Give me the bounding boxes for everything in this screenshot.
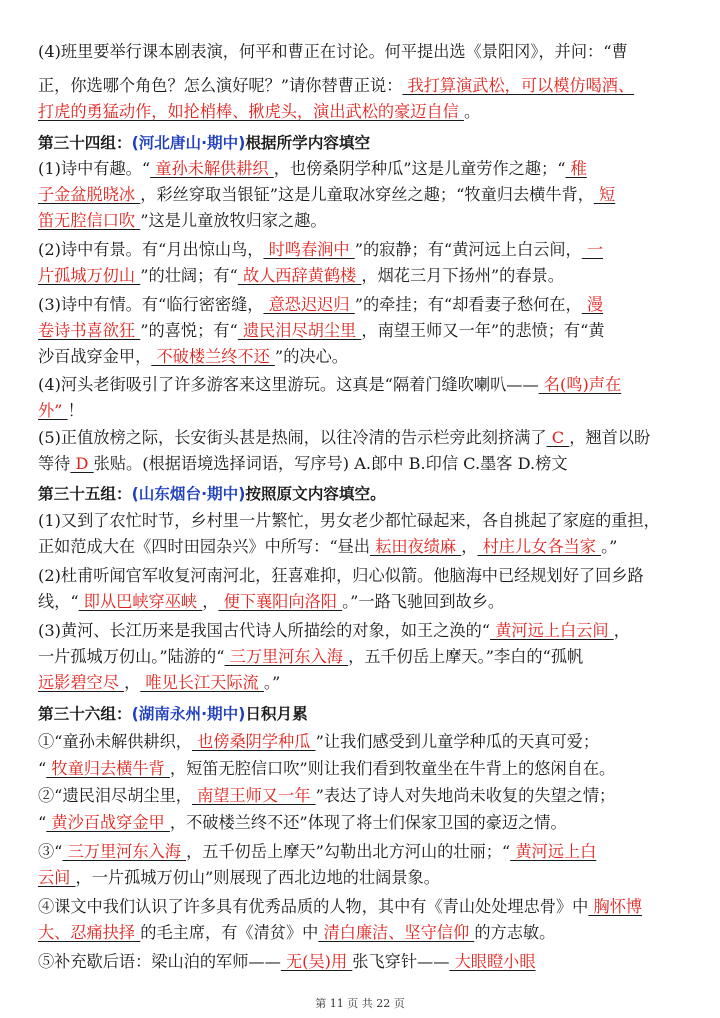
answer-blank: 大眼瞪小眼: [449, 952, 536, 971]
question-text: ”的决心。: [274, 347, 348, 366]
text-line: [38, 347, 688, 367]
text-line: [38, 868, 688, 888]
text-line: [38, 566, 688, 586]
question-text: (2)杜甫听闻官军收复河南河北，狂喜难抑，归心似箭。他脑海中已经规划好了回乡路: [38, 566, 644, 585]
question-text: 一片孤城万仞山。”陆游的“: [38, 647, 225, 666]
question-text: 按照原文内容填空。: [245, 485, 386, 503]
question-text: (3)黄河、长江历来是我国古代诗人所描绘的对象，如王之涣的“: [38, 621, 491, 640]
answer-blank: 时鸣春涧中: [263, 240, 355, 259]
question-text: ③“: [38, 842, 63, 861]
question-text: 。”一路飞驰回到故乡。: [342, 592, 505, 611]
question-text: 正如范成大在《四时田园杂兴》中所写：“昼出: [38, 537, 371, 556]
question-text: ，五千仞岳上摩天”勾勒出北方河山的壮丽；“: [186, 842, 511, 861]
section-heading: [38, 484, 688, 504]
answer-blank: 大、忍痛抉择: [38, 923, 141, 942]
answer-blank: 卷诗书喜欲狂: [38, 321, 141, 340]
question-text: 沙百战穿金甲，: [38, 347, 152, 366]
answer-blank: 童孙未解供耕织: [150, 159, 274, 178]
source-tag: (湖南永州·期中): [131, 705, 246, 723]
text-line: [38, 673, 688, 693]
question-text: ，南望王师又一年”的悲愤；有“黄: [361, 321, 605, 340]
answer-blank: 黄河远上白: [510, 842, 597, 861]
question-text: ，: [124, 673, 141, 692]
answer-blank: 短: [593, 185, 616, 204]
answer-blank: 意恐迟迟归: [263, 295, 355, 314]
question-text: ”的壮阔；有“: [140, 266, 238, 285]
text-line: [38, 42, 688, 62]
text-line: [38, 295, 688, 315]
text-line: [38, 211, 688, 231]
question-text: (3)诗中有情。有“临行密密缝，: [38, 295, 264, 314]
answer-blank: 牧童归去横牛背: [46, 759, 170, 778]
text-line: [38, 842, 688, 862]
text-line: [38, 621, 688, 641]
question-text: 线，“: [38, 592, 79, 611]
question-text: ，烟花三月下扬州”的春景。: [361, 266, 564, 285]
answer-blank: 遗民泪尽胡尘里: [237, 321, 362, 340]
question-text: 第三十六组：: [38, 705, 132, 723]
question-text: (5)正值放榜之际，长安街头甚是热闹，以往冷清的告示栏旁此刻挤满了: [38, 428, 547, 447]
answer-blank: 名(鸣)声在: [538, 375, 622, 394]
question-text: ②“遗民泪尽胡尘里，: [38, 786, 192, 805]
question-text: 根据所学内容填空: [245, 134, 371, 152]
question-text: ，翘首以盼: [569, 428, 651, 447]
text-line: [38, 897, 688, 917]
text-line: [38, 159, 688, 179]
question-text: ，不破楼兰终不还”体现了将士们保家卫国的豪迈之情。: [169, 813, 567, 832]
answer-blank: 子金盆脱晓冰: [38, 185, 141, 204]
text-line: [38, 813, 688, 833]
text-line: [38, 266, 688, 286]
text-line: [38, 647, 688, 667]
answer-blank: 胸怀博: [588, 897, 643, 916]
section-heading: [38, 704, 688, 724]
answer-blank: 即从巴峡穿巫峡: [78, 592, 203, 611]
text-line: [38, 537, 688, 557]
question-text: ④课文中我们认识了许多具有优秀品质的人物，其中有《青山处处埋忠骨》中: [38, 897, 589, 916]
question-text: ，也傍桑阴学种瓜”这是儿童劳作之趣；“: [273, 159, 566, 178]
question-text: 的毛主席，有《清贫》中: [140, 923, 319, 942]
question-text: 日积月累: [245, 705, 308, 723]
question-text: 的方志敏。: [474, 923, 556, 942]
question-text: ”这是儿童放牧归家之趣。: [140, 211, 327, 230]
question-text: “: [38, 759, 47, 778]
answer-blank: 三万里河东入海: [224, 647, 349, 666]
answer-blank: 南望王师又一年: [191, 786, 316, 805]
answer-blank: D: [70, 454, 94, 473]
text-line: [38, 454, 688, 474]
text-line: [38, 401, 688, 421]
question-text: 第三十五组：: [38, 485, 132, 503]
answer-blank: 也傍桑阴学种瓜: [191, 732, 316, 751]
answer-blank: 耘田夜绩麻: [370, 537, 462, 556]
source-tag: (河北唐山·期中): [131, 134, 246, 152]
question-text: ，一片孤城万仞山”则展现了西北边地的壮阔景象。: [75, 868, 440, 887]
question-text: ”表达了诗人对失地尚未收复的失望之情；: [315, 786, 616, 805]
question-text: ①“童孙未解供耕织，: [38, 732, 192, 751]
question-text: 。”: [601, 537, 618, 556]
question-text: 正，你选哪个角色？怎么演好呢？”请你替曹正说：: [38, 76, 403, 95]
question-text: 张贴。(根据语境选择词语，写序号) A.郎中 B.印信 C.墨客 D.榜文: [93, 454, 568, 473]
question-text: ”的牵挂；有“却看妻子愁何在，: [354, 295, 582, 314]
text-line: [38, 923, 688, 943]
answer-blank: 不破楼兰终不还: [151, 347, 275, 366]
answer-blank: 清白廉洁、坚守信仰: [318, 923, 475, 942]
answer-blank: 云间: [38, 868, 76, 887]
text-line: [38, 511, 688, 531]
text-line: [38, 240, 688, 260]
answer-blank: C: [546, 428, 570, 447]
answer-blank: 我打算演武松，可以模仿喝酒、: [402, 76, 635, 95]
answer-blank: 笛无腔信口吹: [38, 211, 141, 230]
source-tag: (山东烟台·期中): [131, 485, 246, 503]
section-heading: [38, 133, 688, 153]
text-line: [38, 185, 688, 205]
question-text: ，彩丝穿取当银钲”这是儿童取冰穿丝之趣；“牧童归去横牛背，: [140, 185, 594, 204]
question-text: (4)班里要举行课本剧表演，何平和曹正在讨论。何平提出选《景阳冈》，并问：“曹: [38, 42, 628, 61]
text-line: [38, 759, 688, 779]
answer-blank: 外”: [38, 401, 68, 420]
question-text: (4)河头老街吸引了许多游客来这里游玩。这真是“隔着门缝吹喇叭——: [38, 375, 539, 394]
question-text: 第三十四组：: [38, 134, 132, 152]
answer-blank: 唯见长江天际流: [140, 673, 264, 692]
question-text: (1)诗中有趣。“: [38, 159, 151, 178]
answer-blank: 三万里河东入海: [62, 842, 187, 861]
text-line: [38, 321, 688, 341]
question-text: ⑤补充歇后语：梁山泊的军师——: [38, 952, 281, 971]
text-line: [38, 76, 688, 96]
question-text: ，: [613, 621, 630, 640]
answer-blank: 打虎的勇猛动作，如抡梢棒、揪虎头，演出武松的豪迈自信: [38, 102, 465, 121]
question-text: 。”: [263, 673, 281, 692]
answer-blank: 稚: [565, 159, 587, 178]
question-text: (1)又到了农忙时节，乡村里一片繁忙，男女老少都忙碌起来，各自挑起了家庭的重担，: [38, 511, 660, 530]
question-text: ！: [67, 401, 84, 420]
question-text: 张飞穿针——: [352, 952, 450, 971]
text-line: [38, 732, 688, 752]
text-line: [38, 102, 688, 122]
text-line: [38, 952, 688, 972]
answer-blank: 村庄儿女各当家: [477, 537, 602, 556]
answer-blank: 无(吴)用: [280, 952, 353, 971]
page-footer: 第 11 页 共 22 页: [315, 997, 405, 1010]
question-text: ，短笛无腔信口吹”则让我们看到牧童坐在牛背上的悠闲自在。: [169, 759, 616, 778]
answer-blank: 黄河远上白云间: [490, 621, 614, 640]
question-text: “: [38, 813, 47, 832]
question-text: ”的喜悦；有“: [140, 321, 238, 340]
text-line: [38, 592, 688, 612]
answer-blank: 片孤城万仞山: [38, 266, 141, 285]
question-text: ，五千仞岳上摩天。”李白的“孤帆: [348, 647, 584, 666]
question-text: (2)诗中有景。有“月出惊山鸟，: [38, 240, 264, 259]
answer-blank: 黄沙百战穿金甲: [46, 813, 170, 832]
answer-blank: 故人西辞黄鹤楼: [237, 266, 362, 285]
answer-blank: 便下襄阳向洛阳: [218, 592, 343, 611]
answer-blank: 漫: [581, 295, 604, 314]
text-line: [38, 375, 688, 395]
question-text: ”的寂静；有“黄河远上白云间，: [354, 240, 582, 259]
question-text: ，: [202, 592, 219, 611]
question-text: ，: [461, 537, 478, 556]
text-line: [38, 428, 688, 448]
question-text: 等待: [38, 454, 71, 473]
answer-blank: 远影碧空尽: [38, 673, 125, 692]
answer-blank: 一: [581, 240, 604, 259]
text-line: [38, 786, 688, 806]
question-text: 。: [464, 102, 481, 121]
question-text: ”让我们感受到儿童学种瓜的天真可爱；: [315, 732, 600, 751]
